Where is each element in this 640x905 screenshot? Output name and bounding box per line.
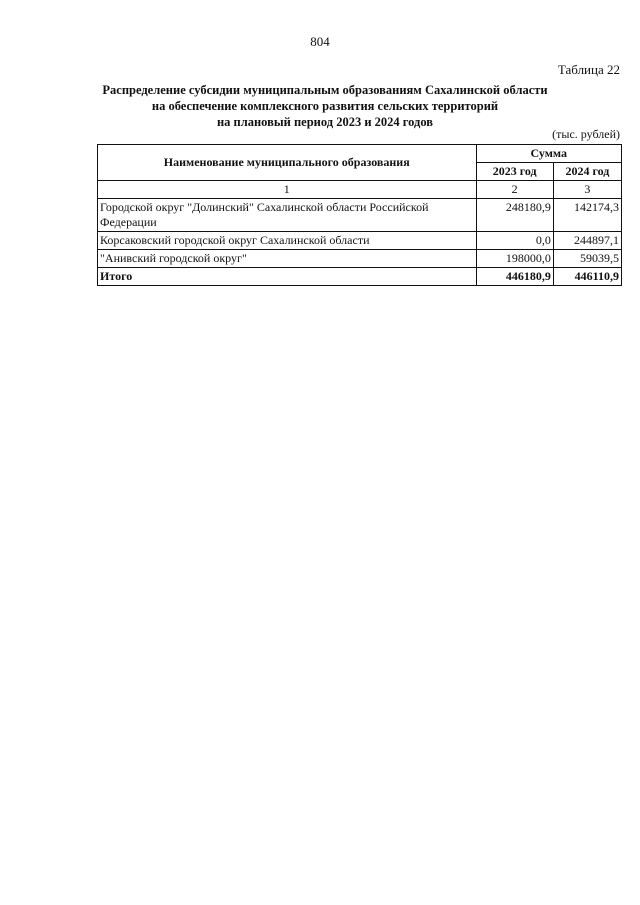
row-name: Корсаковский городской округ Сахалинской области: [98, 232, 477, 250]
header-year-2023: 2023 год: [476, 163, 553, 181]
header-sum: Сумма: [476, 145, 622, 163]
row-value-2024: 244897,1: [553, 232, 621, 250]
column-number-3: 3: [553, 181, 621, 199]
table-row: [98, 199, 622, 232]
total-row: [98, 268, 622, 286]
title-line-3: на плановый период 2023 и 2024 годов: [216, 115, 434, 129]
row-value-2023: 248180,9: [476, 199, 553, 232]
row-name: Городской округ "Долинский" Сахалинской области Российской Федерации: [98, 199, 477, 232]
row-name: "Анивский городской округ": [98, 250, 477, 268]
header-municipality: Наименование муниципального образования: [98, 145, 477, 181]
unit-label: (тыс. рублей): [552, 127, 620, 141]
row-value-2024: 142174,3: [553, 199, 621, 232]
page-number: 804: [310, 34, 330, 49]
title-line-2: на обеспечение комплексного развития сельских территорий: [151, 99, 499, 113]
table-header-row: [98, 145, 622, 163]
document-title: [90, 82, 560, 130]
total-value-2023: 446180,9: [476, 268, 553, 286]
header-year-2024: 2024 год: [553, 163, 621, 181]
column-number-1: 1: [98, 181, 477, 199]
title-line-1: Распределение субсидии муниципальным образованиям Сахалинской области: [102, 83, 548, 97]
table-row: [98, 250, 622, 268]
table-label: Таблица 22: [557, 62, 620, 77]
subsidy-table: [97, 144, 622, 286]
total-value-2024: 446110,9: [553, 268, 621, 286]
row-value-2023: 0,0: [476, 232, 553, 250]
column-number-row: [98, 181, 622, 199]
table-row: [98, 232, 622, 250]
column-number-2: 2: [476, 181, 553, 199]
row-value-2023: 198000,0: [476, 250, 553, 268]
total-label: Итого: [98, 268, 477, 286]
row-value-2024: 59039,5: [553, 250, 621, 268]
